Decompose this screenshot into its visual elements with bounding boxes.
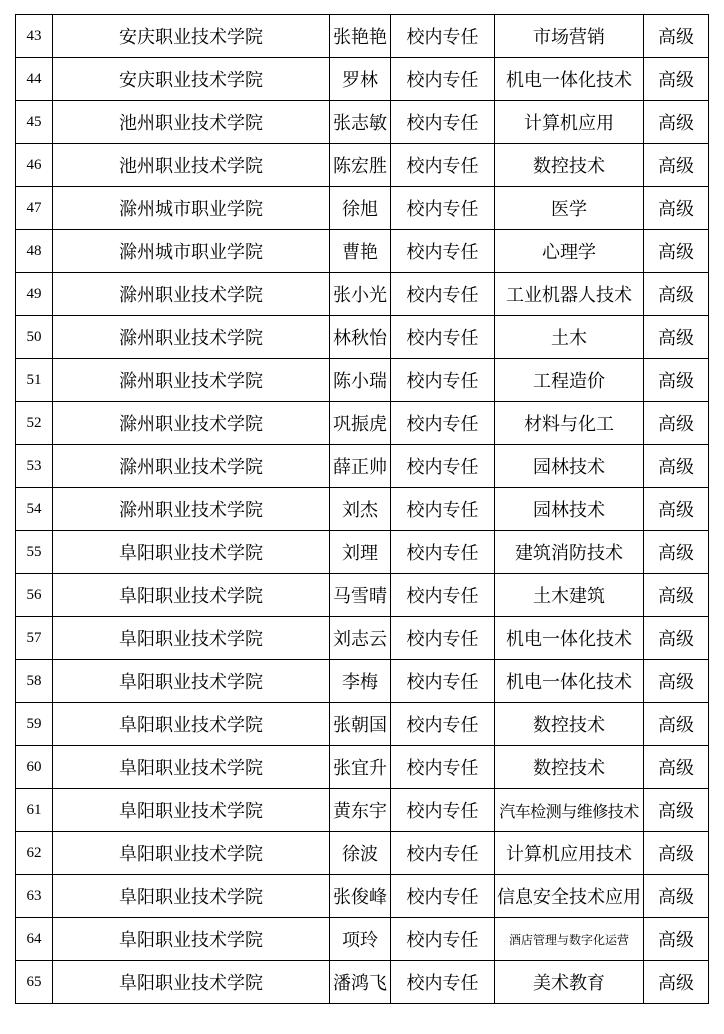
position-type-cell: 校内专任 (391, 617, 495, 660)
level-cell: 高级 (644, 316, 709, 359)
school-cell: 阜阳职业技术学院 (53, 832, 330, 875)
name-cell: 刘杰 (330, 488, 391, 531)
school-cell: 阜阳职业技术学院 (53, 531, 330, 574)
position-type-cell: 校内专任 (391, 144, 495, 187)
school-cell: 安庆职业技术学院 (53, 15, 330, 58)
school-cell: 阜阳职业技术学院 (53, 660, 330, 703)
level-cell: 高级 (644, 617, 709, 660)
row-number-cell: 65 (16, 961, 53, 1004)
major-cell: 数控技术 (495, 703, 644, 746)
major-cell: 土木 (495, 316, 644, 359)
table-row (16, 101, 709, 144)
school-cell: 滁州职业技术学院 (53, 273, 330, 316)
row-number-cell: 55 (16, 531, 53, 574)
major-cell: 市场营销 (495, 15, 644, 58)
position-type-cell: 校内专任 (391, 488, 495, 531)
table-row (16, 273, 709, 316)
row-number-cell: 47 (16, 187, 53, 230)
name-cell: 张志敏 (330, 101, 391, 144)
major-cell: 医学 (495, 187, 644, 230)
school-cell: 阜阳职业技术学院 (53, 918, 330, 961)
row-number-cell: 44 (16, 58, 53, 101)
table-row (16, 488, 709, 531)
row-number-cell: 51 (16, 359, 53, 402)
name-cell: 陈宏胜 (330, 144, 391, 187)
level-cell: 高级 (644, 574, 709, 617)
position-type-cell: 校内专任 (391, 58, 495, 101)
name-cell: 林秋怡 (330, 316, 391, 359)
school-cell: 滁州职业技术学院 (53, 402, 330, 445)
level-cell: 高级 (644, 918, 709, 961)
school-cell: 滁州职业技术学院 (53, 488, 330, 531)
row-number-cell: 43 (16, 15, 53, 58)
table-row (16, 316, 709, 359)
table-row (16, 918, 709, 961)
name-cell: 刘理 (330, 531, 391, 574)
row-number-cell: 45 (16, 101, 53, 144)
table-row (16, 359, 709, 402)
name-cell: 陈小瑞 (330, 359, 391, 402)
level-cell: 高级 (644, 488, 709, 531)
name-cell: 薛正帅 (330, 445, 391, 488)
name-cell: 潘鸿飞 (330, 961, 391, 1004)
position-type-cell: 校内专任 (391, 746, 495, 789)
name-cell: 马雪晴 (330, 574, 391, 617)
level-cell: 高级 (644, 531, 709, 574)
school-cell: 池州职业技术学院 (53, 101, 330, 144)
school-cell: 滁州职业技术学院 (53, 359, 330, 402)
row-number-cell: 64 (16, 918, 53, 961)
major-cell: 机电一体化技术 (495, 660, 644, 703)
level-cell: 高级 (644, 875, 709, 918)
row-number-cell: 59 (16, 703, 53, 746)
table-row (16, 445, 709, 488)
major-cell: 材料与化工 (495, 402, 644, 445)
table-row (16, 789, 709, 832)
name-cell: 黄东宇 (330, 789, 391, 832)
name-cell: 徐波 (330, 832, 391, 875)
major-cell: 计算机应用 (495, 101, 644, 144)
level-cell: 高级 (644, 789, 709, 832)
major-cell: 数控技术 (495, 144, 644, 187)
level-cell: 高级 (644, 144, 709, 187)
position-type-cell: 校内专任 (391, 531, 495, 574)
row-number-cell: 57 (16, 617, 53, 660)
position-type-cell: 校内专任 (391, 918, 495, 961)
table-row (16, 703, 709, 746)
major-cell: 机电一体化技术 (495, 58, 644, 101)
name-cell: 项玲 (330, 918, 391, 961)
row-number-cell: 49 (16, 273, 53, 316)
school-cell: 阜阳职业技术学院 (53, 789, 330, 832)
name-cell: 曹艳 (330, 230, 391, 273)
table-row (16, 875, 709, 918)
row-number-cell: 53 (16, 445, 53, 488)
major-cell: 美术教育 (495, 961, 644, 1004)
row-number-cell: 50 (16, 316, 53, 359)
level-cell: 高级 (644, 58, 709, 101)
teacher-table (15, 14, 709, 1004)
major-cell: 机电一体化技术 (495, 617, 644, 660)
major-cell: 园林技术 (495, 445, 644, 488)
school-cell: 滁州职业技术学院 (53, 316, 330, 359)
table-row (16, 531, 709, 574)
row-number-cell: 58 (16, 660, 53, 703)
row-number-cell: 63 (16, 875, 53, 918)
major-cell: 汽车检测与维修技术 (495, 789, 644, 832)
position-type-cell: 校内专任 (391, 703, 495, 746)
level-cell: 高级 (644, 359, 709, 402)
major-cell: 园林技术 (495, 488, 644, 531)
table-row (16, 617, 709, 660)
name-cell: 徐旭 (330, 187, 391, 230)
major-cell: 信息安全技术应用 (495, 875, 644, 918)
position-type-cell: 校内专任 (391, 273, 495, 316)
table-row (16, 961, 709, 1004)
table-row (16, 144, 709, 187)
level-cell: 高级 (644, 703, 709, 746)
position-type-cell: 校内专任 (391, 961, 495, 1004)
position-type-cell: 校内专任 (391, 574, 495, 617)
major-cell: 建筑消防技术 (495, 531, 644, 574)
position-type-cell: 校内专任 (391, 445, 495, 488)
table-row (16, 832, 709, 875)
major-cell: 计算机应用技术 (495, 832, 644, 875)
name-cell: 张小光 (330, 273, 391, 316)
major-cell: 工业机器人技术 (495, 273, 644, 316)
row-number-cell: 60 (16, 746, 53, 789)
name-cell: 李梅 (330, 660, 391, 703)
table-row (16, 230, 709, 273)
table-row (16, 187, 709, 230)
row-number-cell: 62 (16, 832, 53, 875)
name-cell: 巩振虎 (330, 402, 391, 445)
school-cell: 阜阳职业技术学院 (53, 961, 330, 1004)
table-row (16, 746, 709, 789)
table-row (16, 402, 709, 445)
row-number-cell: 48 (16, 230, 53, 273)
level-cell: 高级 (644, 230, 709, 273)
position-type-cell: 校内专任 (391, 15, 495, 58)
table-body (16, 15, 709, 1004)
school-cell: 阜阳职业技术学院 (53, 875, 330, 918)
school-cell: 阜阳职业技术学院 (53, 703, 330, 746)
school-cell: 池州职业技术学院 (53, 144, 330, 187)
row-number-cell: 61 (16, 789, 53, 832)
name-cell: 刘志云 (330, 617, 391, 660)
position-type-cell: 校内专任 (391, 832, 495, 875)
level-cell: 高级 (644, 187, 709, 230)
major-cell: 土木建筑 (495, 574, 644, 617)
position-type-cell: 校内专任 (391, 187, 495, 230)
major-cell: 工程造价 (495, 359, 644, 402)
level-cell: 高级 (644, 15, 709, 58)
school-cell: 滁州职业技术学院 (53, 445, 330, 488)
name-cell: 罗林 (330, 58, 391, 101)
school-cell: 滁州城市职业学院 (53, 187, 330, 230)
position-type-cell: 校内专任 (391, 359, 495, 402)
row-number-cell: 56 (16, 574, 53, 617)
level-cell: 高级 (644, 832, 709, 875)
position-type-cell: 校内专任 (391, 660, 495, 703)
major-cell: 酒店管理与数字化运营 (495, 918, 644, 961)
major-cell: 心理学 (495, 230, 644, 273)
row-number-cell: 54 (16, 488, 53, 531)
school-cell: 阜阳职业技术学院 (53, 617, 330, 660)
level-cell: 高级 (644, 402, 709, 445)
level-cell: 高级 (644, 746, 709, 789)
school-cell: 滁州城市职业学院 (53, 230, 330, 273)
name-cell: 张艳艳 (330, 15, 391, 58)
name-cell: 张俊峰 (330, 875, 391, 918)
level-cell: 高级 (644, 101, 709, 144)
level-cell: 高级 (644, 961, 709, 1004)
level-cell: 高级 (644, 445, 709, 488)
position-type-cell: 校内专任 (391, 789, 495, 832)
position-type-cell: 校内专任 (391, 875, 495, 918)
name-cell: 张宜升 (330, 746, 391, 789)
school-cell: 安庆职业技术学院 (53, 58, 330, 101)
position-type-cell: 校内专任 (391, 230, 495, 273)
position-type-cell: 校内专任 (391, 101, 495, 144)
name-cell: 张朝国 (330, 703, 391, 746)
position-type-cell: 校内专任 (391, 316, 495, 359)
major-cell: 数控技术 (495, 746, 644, 789)
row-number-cell: 52 (16, 402, 53, 445)
table-row (16, 574, 709, 617)
level-cell: 高级 (644, 660, 709, 703)
table-row (16, 660, 709, 703)
school-cell: 阜阳职业技术学院 (53, 574, 330, 617)
table-row (16, 58, 709, 101)
level-cell: 高级 (644, 273, 709, 316)
row-number-cell: 46 (16, 144, 53, 187)
position-type-cell: 校内专任 (391, 402, 495, 445)
table-row (16, 15, 709, 58)
school-cell: 阜阳职业技术学院 (53, 746, 330, 789)
